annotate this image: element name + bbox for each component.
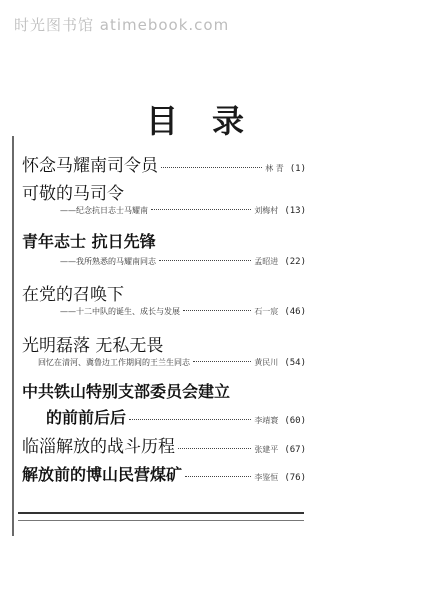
toc-entry-2-sub [60, 205, 306, 216]
toc-title: 临淄解放的战斗历程 [22, 437, 175, 457]
toc-author: 李靖寰 [254, 416, 279, 425]
toc-title: 可敬的马司令 [22, 184, 124, 204]
toc-title-continued: 的前前后后 [46, 408, 127, 427]
page-title: 目录 [145, 102, 278, 140]
toc-page: (54) [284, 358, 306, 368]
bottom-rule [18, 512, 304, 514]
toc-entry-3-sub [60, 256, 306, 267]
toc-page: (76) [284, 473, 306, 483]
dot-leader [178, 448, 251, 449]
toc-page: (67) [284, 445, 306, 455]
toc-page: (13) [284, 206, 306, 216]
toc-entry-4-sub [60, 306, 306, 317]
toc-author: 林 青 [265, 164, 284, 173]
watermark-text: 时光图书馆 atimebook.com [14, 16, 230, 34]
toc-entry-6-title2 [46, 405, 306, 428]
toc-subtitle: ——十二中队的诞生、成长与发展 [60, 307, 180, 316]
dot-leader [151, 209, 251, 210]
toc-title: 青年志士 抗日先锋 [22, 232, 156, 251]
toc-author: 黄民川 [254, 358, 279, 367]
toc-subtitle: ——我所熟悉的马耀南同志 [60, 257, 156, 266]
toc-page: (1) [289, 164, 306, 174]
toc-entry-1 [22, 151, 306, 176]
toc-entry-6-title [22, 379, 230, 402]
toc-author: 石一宸 [254, 307, 279, 316]
dot-leader [129, 419, 251, 420]
toc-author: 孟昭进 [254, 257, 279, 266]
toc-author: 张建平 [254, 445, 279, 454]
dot-leader [159, 260, 251, 261]
dot-leader [185, 476, 251, 477]
bottom-rule-thin [18, 520, 304, 521]
left-margin-rule [12, 136, 14, 536]
toc-title: 怀念马耀南司令员 [22, 156, 158, 176]
toc-entry-4-title [22, 280, 124, 305]
toc-title: 光明磊落 无私无畏 [22, 336, 164, 356]
toc-entry-7 [22, 432, 306, 457]
toc-entry-8 [22, 462, 306, 485]
toc-entry-2-title [22, 179, 124, 204]
toc-page: (22) [284, 257, 306, 267]
dot-leader [193, 361, 251, 362]
toc-entry-5-title [22, 331, 163, 356]
toc-entry-5-sub [38, 357, 306, 368]
dot-leader [161, 167, 262, 168]
toc-title: 在党的召唤下 [22, 285, 124, 305]
toc-author: 李鉴恒 [254, 473, 279, 482]
toc-subtitle: 回忆在清河、冀鲁边工作期间的王兰生同志 [38, 358, 190, 367]
toc-page: (46) [284, 307, 306, 317]
toc-page: (60) [284, 416, 306, 426]
toc-author: 刘梅村 [254, 206, 279, 215]
toc-title: 解放前的博山民营煤矿 [22, 465, 183, 484]
dot-leader [183, 310, 251, 311]
toc-subtitle: ——纪念抗日志士马耀南 [60, 206, 148, 215]
toc-title: 中共铁山特别支部委员会建立 [22, 382, 231, 401]
toc-entry-3-title [22, 229, 156, 252]
